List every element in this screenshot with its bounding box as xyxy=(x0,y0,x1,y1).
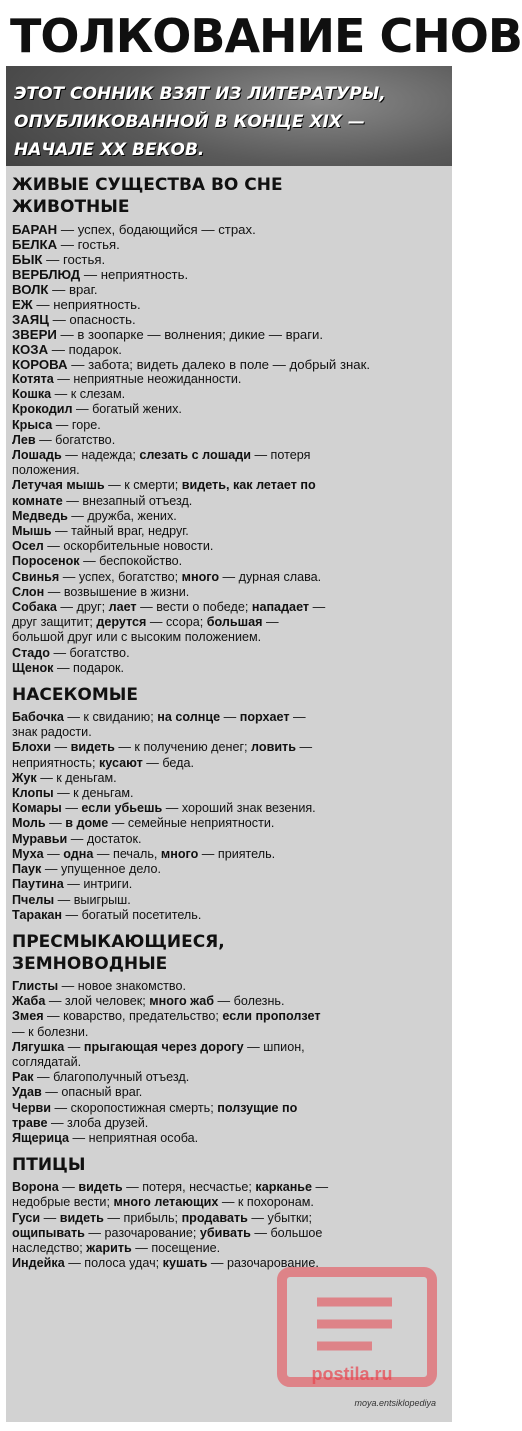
dream-entry xyxy=(12,402,332,417)
entry-keyword: Муравьи xyxy=(12,831,68,846)
entry-meaning: — возвышение в жизни. xyxy=(44,584,190,599)
entry-keyword: большая xyxy=(206,615,263,630)
entry-meaning: — беспокойство. xyxy=(79,554,183,569)
entry-meaning: — злой человек; xyxy=(45,994,150,1009)
entry-keyword: Паутина xyxy=(12,877,64,892)
entry-meaning: — забота; видеть далеко в поле — добрый знак. xyxy=(67,357,371,372)
dream-entry xyxy=(12,342,442,357)
entry-meaning: — шпион, соглядатай. xyxy=(12,1039,305,1069)
entry-meaning: — xyxy=(51,740,71,755)
entry-meaning: — посещение. xyxy=(131,1240,221,1255)
entry-keyword: ЕЖ xyxy=(12,297,33,312)
entry-keyword: Таракан xyxy=(12,907,62,922)
entry-meaning: — беда. xyxy=(142,755,195,770)
entry-meaning: — прибыль; xyxy=(103,1210,182,1225)
entry-keyword: много летающих xyxy=(113,1195,219,1210)
dream-entry xyxy=(12,1180,332,1210)
entry-keyword: кушать xyxy=(162,1256,208,1271)
entry-meaning: — подарок. xyxy=(53,660,124,675)
entry-keyword: Удав xyxy=(12,1085,42,1100)
dream-entry xyxy=(12,600,332,646)
dream-entry xyxy=(12,509,332,524)
entry-keyword: Змея xyxy=(12,1009,44,1024)
entry-meaning: — неприятность; xyxy=(12,740,313,770)
entry-keyword: Кошка xyxy=(12,387,52,402)
entry-keyword: Стадо xyxy=(12,645,50,660)
entry-meaning: — xyxy=(64,1039,84,1054)
section-title-living: ЖИВЫЕ СУЩЕСТВА ВО СНЕ xyxy=(12,175,283,195)
entry-meaning: — к похоронам. xyxy=(218,1195,314,1210)
dream-entry xyxy=(12,832,332,847)
entry-meaning: — полоса удач; xyxy=(64,1256,163,1271)
entry-meaning: — злоба друзей. xyxy=(47,1115,149,1130)
dream-entry xyxy=(12,297,442,312)
entry-meaning: — неприятность. xyxy=(32,297,141,312)
animals-wide-list xyxy=(12,222,442,372)
entry-meaning: — к слезам. xyxy=(51,387,126,402)
dream-entry xyxy=(12,661,332,676)
entry-keyword: Черви xyxy=(12,1100,52,1115)
dream-entry xyxy=(12,877,332,892)
entry-keyword: Поросенок xyxy=(12,554,80,569)
reptiles-title-line-1: ПРЕСМЫКАЮЩИЕСЯ, xyxy=(12,931,225,952)
entry-keyword: ВОЛК xyxy=(12,282,49,297)
entry-meaning: — гостья. xyxy=(42,252,106,267)
entry-meaning: — новое знакомство. xyxy=(58,978,186,993)
entry-keyword: Ящерица xyxy=(12,1130,70,1145)
dream-entry xyxy=(12,994,332,1009)
entry-meaning: — убытки; xyxy=(247,1210,312,1225)
entry-keyword: ЗАЯЦ xyxy=(12,312,49,327)
dream-entry xyxy=(12,893,332,908)
dream-entry xyxy=(12,524,332,539)
entry-keyword: Медведь xyxy=(12,508,68,523)
watermark-site: moya.entsiklopediya xyxy=(354,1398,436,1408)
entry-meaning: — недобрые вести; xyxy=(12,1180,329,1210)
entry-keyword: Клопы xyxy=(12,786,54,801)
entry-keyword: Лягушка xyxy=(12,1039,65,1054)
entry-keyword: БАРАН xyxy=(12,222,58,237)
dream-entry xyxy=(12,585,332,600)
entry-keyword: Комары xyxy=(12,801,62,816)
entry-meaning: — внезапный отъезд. xyxy=(62,493,193,508)
entry-keyword: видеть, как летает по комнате xyxy=(12,478,316,508)
entry-meaning: — тайный враг, недруг. xyxy=(51,524,189,539)
entry-keyword: Моль xyxy=(12,816,46,831)
intro-block xyxy=(12,174,442,372)
entry-meaning: — выигрыш. xyxy=(54,892,131,907)
entry-keyword: жарить xyxy=(86,1240,132,1255)
entry-meaning: — к деньгам. xyxy=(53,786,134,801)
entry-keyword: Пчелы xyxy=(12,892,55,907)
dream-entry xyxy=(12,357,442,372)
entry-keyword: Свинья xyxy=(12,569,60,584)
entry-meaning: — знак радости. xyxy=(12,710,306,740)
entry-keyword: ВЕРБЛЮД xyxy=(12,267,81,282)
entry-meaning: — разочарование; xyxy=(84,1225,200,1240)
entry-meaning: — печаль, xyxy=(93,846,161,861)
dream-entry xyxy=(12,1070,332,1085)
dream-entry xyxy=(12,1211,332,1257)
entry-meaning: — к получению денег; xyxy=(114,740,252,755)
entry-keyword: Лев xyxy=(12,432,36,447)
dream-entry xyxy=(12,862,332,877)
article-body xyxy=(6,166,452,1271)
dream-entry xyxy=(12,740,332,770)
main-column xyxy=(12,372,332,1271)
entry-meaning: — неприятность. xyxy=(80,267,189,282)
dream-entry xyxy=(12,222,442,237)
entry-keyword: Муха xyxy=(12,846,44,861)
entry-meaning: — успех, богатство; xyxy=(59,569,182,584)
animals-list xyxy=(12,372,332,676)
entry-meaning: — к болезни. xyxy=(12,1024,89,1039)
entry-keyword: Лошадь xyxy=(12,448,62,463)
entry-keyword: ползущие по траве xyxy=(12,1100,298,1130)
entry-meaning: — горе. xyxy=(52,417,101,432)
entry-keyword: Бабочка xyxy=(12,710,64,725)
entry-keyword: ощипывать xyxy=(12,1225,85,1240)
dream-entry xyxy=(12,267,442,282)
logo-text: postila.ru xyxy=(311,1364,393,1384)
dream-entry xyxy=(12,801,332,816)
entry-meaning: — большой друг или с высоким положением. xyxy=(12,615,279,645)
entry-meaning: — оскорбительные новости. xyxy=(43,539,214,554)
entry-meaning: — дурная слава. xyxy=(219,569,322,584)
entry-keyword: Собака xyxy=(12,600,57,615)
dream-entry xyxy=(12,539,332,554)
section-title-birds: ПТИЦЫ xyxy=(12,1155,86,1176)
dream-entry xyxy=(12,979,332,994)
dream-entry xyxy=(12,312,442,327)
entry-keyword: Ворона xyxy=(12,1180,59,1195)
dream-entry xyxy=(12,252,442,267)
entry-keyword: ЗВЕРИ xyxy=(12,327,57,342)
entry-meaning: — гостья. xyxy=(57,237,120,252)
dream-entry xyxy=(12,570,332,585)
section-title-insects: НАСЕКОМЫЕ xyxy=(12,685,138,706)
entry-keyword: порхает xyxy=(239,710,290,725)
entry-keyword: много жаб xyxy=(149,994,215,1009)
entry-meaning: — неприятная особа. xyxy=(69,1130,199,1145)
entry-meaning: — неприятные неожиданности. xyxy=(53,372,242,386)
dream-entry xyxy=(12,1009,332,1039)
entry-keyword: на солнце xyxy=(157,710,221,725)
entry-keyword: видеть xyxy=(70,740,115,755)
entry-meaning: — приятель. xyxy=(198,846,276,861)
dream-entry xyxy=(12,372,332,387)
dream-entry xyxy=(12,554,332,569)
entry-meaning: — к смерти; xyxy=(104,478,182,493)
entry-keyword: БЫК xyxy=(12,252,43,267)
newspaper-clipping xyxy=(6,6,522,1422)
entry-meaning: — болезнь. xyxy=(214,994,285,1009)
entry-meaning: — потеря, несчастье; xyxy=(122,1180,256,1195)
dream-entry xyxy=(12,816,332,831)
entry-meaning: — друг защитит; xyxy=(12,600,326,630)
birds-list xyxy=(12,1180,332,1271)
entry-keyword: кусают xyxy=(99,755,143,770)
entry-keyword: в доме xyxy=(65,816,109,831)
dream-entry xyxy=(12,908,332,923)
dream-entry xyxy=(12,387,332,402)
entry-keyword: Рак xyxy=(12,1070,34,1085)
entry-keyword: КОРОВА xyxy=(12,357,68,372)
dream-entry xyxy=(12,646,332,661)
entry-keyword: КОЗА xyxy=(12,342,49,357)
entry-keyword: Осел xyxy=(12,539,44,554)
entry-meaning: — богатство. xyxy=(49,645,130,660)
dream-entry xyxy=(12,327,442,342)
entry-meaning: — семейные неприятности. xyxy=(108,816,275,831)
entry-keyword: нападает xyxy=(251,600,310,615)
header-banner xyxy=(6,6,522,166)
entry-keyword: если убьешь xyxy=(81,801,163,816)
dream-entry xyxy=(12,847,332,862)
entry-meaning: — успех, бодающийся — страх. xyxy=(57,222,256,237)
entry-meaning: — враг. xyxy=(48,282,98,297)
entry-keyword: одна xyxy=(63,846,94,861)
entry-keyword: Слон xyxy=(12,584,45,599)
entry-keyword: Жук xyxy=(12,770,37,785)
entry-meaning: — опасность. xyxy=(48,312,136,327)
entry-meaning: — хороший знак везения. xyxy=(162,801,316,816)
dream-entry xyxy=(12,433,332,448)
entry-keyword: Щенок xyxy=(12,660,54,675)
entry-meaning: — xyxy=(40,1210,60,1225)
entry-meaning: — xyxy=(61,801,82,816)
entry-meaning: — ссора; xyxy=(146,615,207,630)
entry-keyword: Индейка xyxy=(12,1256,65,1271)
entry-meaning: — благополучный отъезд. xyxy=(33,1070,190,1085)
subtitle xyxy=(6,66,452,164)
dream-entry xyxy=(12,786,332,801)
entry-meaning: — скоропостижная смерть; xyxy=(51,1100,218,1115)
reptiles-list xyxy=(12,979,332,1146)
entry-keyword: видеть xyxy=(78,1180,123,1195)
entry-meaning: — потеря положения. xyxy=(12,448,311,478)
entry-keyword: дерутся xyxy=(96,615,147,630)
dream-entry xyxy=(12,1131,332,1146)
entry-meaning: — xyxy=(45,816,66,831)
entry-meaning: — богатый жених. xyxy=(72,402,182,417)
entry-meaning: — коварство, предательство; xyxy=(43,1009,223,1024)
insects-list xyxy=(12,710,332,923)
entry-meaning: — надежда; xyxy=(61,448,140,463)
entry-keyword: Крокодил xyxy=(12,402,73,417)
entry-meaning: — большое наследство; xyxy=(12,1225,323,1255)
entry-keyword: много xyxy=(181,569,220,584)
entry-meaning: — упущенное дело. xyxy=(41,862,161,877)
entry-keyword: Жаба xyxy=(12,994,46,1009)
entry-keyword: Летучая мышь xyxy=(12,478,105,493)
entry-meaning: — xyxy=(58,1180,79,1195)
dream-entry xyxy=(12,1085,332,1100)
entry-keyword: Блохи xyxy=(12,740,52,755)
entry-keyword: если проползет xyxy=(222,1009,321,1024)
subtitle-line-2: ОПУБЛИКОВАННОЙ В КОНЦЕ XIX — НАЧАЛЕ XX ВЕКОВ. xyxy=(14,112,365,160)
entry-meaning: — богатство. xyxy=(35,432,116,447)
entry-meaning: — подарок. xyxy=(48,342,122,357)
page-title: ТОЛКОВАНИЕ СНОВ xyxy=(6,6,452,66)
entry-keyword: Глисты xyxy=(12,978,59,993)
entry-meaning: — к свиданию; xyxy=(63,710,158,725)
entry-meaning: — xyxy=(220,710,240,725)
entry-meaning: — в зоопарке — волнения; дикие — враги. xyxy=(56,327,324,342)
section-title-animals: ЖИВОТНЫЕ xyxy=(12,197,130,217)
entry-meaning: — достаток. xyxy=(67,831,142,846)
dream-entry xyxy=(12,282,442,297)
entry-meaning: — дружба, жених. xyxy=(67,508,177,523)
dream-entry xyxy=(12,418,332,433)
entry-keyword: карканье xyxy=(255,1180,313,1195)
entry-keyword: продавать xyxy=(181,1210,248,1225)
dream-entry xyxy=(12,237,442,252)
entry-keyword: Котята xyxy=(12,372,54,386)
entry-meaning: — интриги. xyxy=(63,877,133,892)
subtitle-line-1: ЭТОТ СОННИК ВЗЯТ ИЗ ЛИТЕРАТУРЫ, xyxy=(14,84,386,104)
entry-meaning: — опасный враг. xyxy=(41,1085,143,1100)
dream-entry xyxy=(12,478,332,508)
entry-keyword: Крыса xyxy=(12,417,53,432)
section-title-reptiles xyxy=(12,931,332,975)
entry-meaning: — друг; xyxy=(56,600,109,615)
entry-keyword: убивать xyxy=(199,1225,251,1240)
entry-keyword: ловить xyxy=(251,740,296,755)
entry-keyword: Мышь xyxy=(12,524,52,539)
entry-keyword: прыгающая через дорогу xyxy=(83,1039,244,1054)
entry-meaning: — богатый посетитель. xyxy=(62,907,202,922)
entry-keyword: Гуси xyxy=(12,1210,41,1225)
dream-entry xyxy=(12,1101,332,1131)
entry-meaning: — xyxy=(43,846,64,861)
dream-entry xyxy=(12,771,332,786)
postila-logo-icon xyxy=(262,1262,442,1392)
entry-keyword: много xyxy=(160,846,199,861)
entry-meaning: — к деньгам. xyxy=(36,770,117,785)
dream-entry xyxy=(12,710,332,740)
entry-meaning: — разочарование. xyxy=(207,1256,319,1271)
entry-keyword: Паук xyxy=(12,862,42,877)
entry-keyword: БЕЛКА xyxy=(12,237,58,252)
entry-keyword: слезать с лошади xyxy=(139,448,251,463)
reptiles-title-line-2: ЗЕМНОВОДНЫЕ xyxy=(12,953,168,974)
dream-entry xyxy=(12,1040,332,1070)
entry-keyword: лает xyxy=(108,600,137,615)
dream-entry xyxy=(12,448,332,478)
entry-keyword: видеть xyxy=(59,1210,104,1225)
entry-meaning: — вести о победе; xyxy=(136,600,252,615)
watermark xyxy=(262,1262,442,1412)
